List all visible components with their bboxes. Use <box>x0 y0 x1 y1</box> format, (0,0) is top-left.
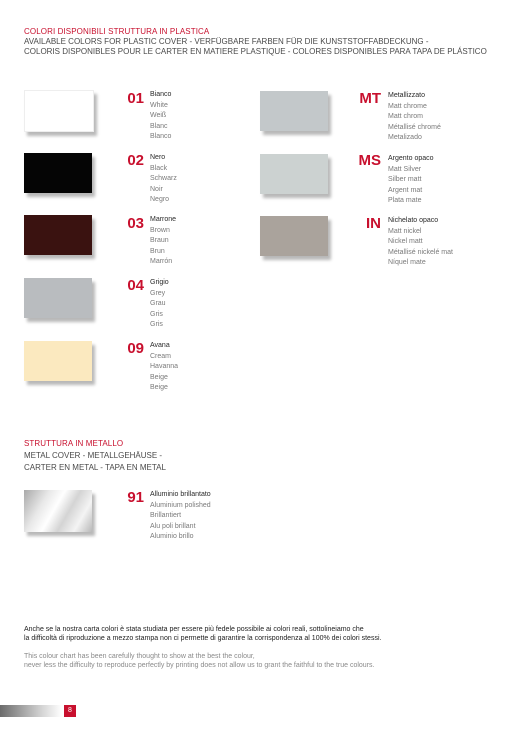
color-name-en: Cream <box>150 352 172 360</box>
color-name-it: Nero <box>150 154 166 161</box>
color-swatch-ms <box>260 154 328 194</box>
color-names <box>150 490 211 543</box>
color-code: MT <box>359 90 381 107</box>
color-names <box>150 278 169 331</box>
color-name-es: Plata mate <box>388 197 422 204</box>
color-code: 03 <box>127 215 144 232</box>
color-code: 04 <box>127 277 144 294</box>
color-code: 01 <box>127 90 144 107</box>
color-name-de: Schwarz <box>150 175 177 182</box>
color-name-de: Grau <box>150 300 166 307</box>
color-names <box>150 153 177 206</box>
page-number: 8 <box>64 705 76 717</box>
section-subtitle-line1: AVAILABLE COLORS FOR PLASTIC COVER - VERFÜGBARE FARBEN FÜR DIE KUNSTSTOFFABDECKUNG - <box>24 37 429 46</box>
color-swatch-03 <box>24 215 92 255</box>
color-name-fr: Gris <box>150 310 163 318</box>
color-name-de: Braun <box>150 237 169 244</box>
color-name-fr: Métallisé chromé <box>388 123 441 131</box>
color-name-fr: Alu poli brillant <box>150 522 196 530</box>
color-name-it: Grigio <box>150 279 169 286</box>
color-name-en: Matt chrome <box>388 102 427 110</box>
color-name-es: Beige <box>150 384 168 391</box>
color-name-es: Negro <box>150 196 170 203</box>
color-name-it: Alluminio brillantato <box>150 491 211 498</box>
color-name-en: Brown <box>150 226 170 234</box>
color-name-en: White <box>150 101 168 109</box>
color-name-de: Brillantiert <box>150 512 182 519</box>
color-name-es: Metalizado <box>388 134 422 141</box>
note-en-line2: never less the difficulty to reproduce perfectly by printing does not allow us to grant the faithful to the true colours. <box>24 662 375 669</box>
color-names <box>388 91 441 144</box>
color-swatch-in <box>260 216 328 256</box>
color-name-de: Silber matt <box>388 176 422 183</box>
color-swatch-01 <box>24 90 94 132</box>
color-swatch-04 <box>24 278 92 318</box>
color-code: 91 <box>127 489 144 506</box>
color-code: IN <box>366 215 381 232</box>
color-name-es: Aluminio brillo <box>150 533 194 540</box>
section-title-plastic: COLORI DISPONIBILI STRUTTURA IN PLASTICA <box>24 27 210 36</box>
note-en-line1: This colour chart has been carefully thought to show at the best the colour, <box>24 653 255 660</box>
color-name-de: Nickel matt <box>388 238 423 245</box>
color-name-de: Weiß <box>150 112 167 119</box>
color-name-it: Metallizzato <box>388 92 425 99</box>
color-name-it: Bianco <box>150 91 172 98</box>
color-code: MS <box>358 152 381 169</box>
color-name-it: Avana <box>150 342 170 349</box>
color-name-fr: Noir <box>150 185 163 193</box>
color-name-de: Havanna <box>150 363 179 370</box>
color-swatch-09 <box>24 341 92 381</box>
metal-subtitle-line2: CARTER EN METAL - TAPA EN METAL <box>24 463 166 472</box>
color-name-es: Blanco <box>150 133 172 140</box>
color-name-en: Grey <box>150 289 166 297</box>
color-name-es: Marrón <box>150 258 173 265</box>
color-name-fr: Beige <box>150 373 168 381</box>
color-name-fr: Brun <box>150 247 165 255</box>
color-name-it: Marrone <box>150 216 177 223</box>
color-name-es: Gris <box>150 321 163 328</box>
color-names <box>388 216 453 269</box>
section-title-metal: STRUTTURA IN METALLO <box>24 439 124 448</box>
color-code: 09 <box>127 340 144 357</box>
note-it-line1: Anche se la nostra carta colori è stata studiata per essere più fedele possibile ai colori reali, sottolineiamo che <box>24 626 364 633</box>
color-swatch-mt <box>260 91 328 131</box>
color-swatch-91 <box>24 490 92 532</box>
color-swatch-02 <box>24 153 92 193</box>
color-name-it: Nichelato opaco <box>388 217 439 224</box>
metal-subtitle-line1: METAL COVER - METALLGEHÄUSE - <box>24 451 163 460</box>
color-names <box>150 90 171 143</box>
color-name-en: Matt nickel <box>388 227 422 235</box>
color-name-fr: Métallisé nickelé mat <box>388 248 453 256</box>
color-name-en: Aluminium polished <box>150 501 211 509</box>
color-name-fr: Argent mat <box>388 186 423 194</box>
color-names <box>150 341 178 394</box>
color-name-en: Matt Silver <box>388 165 422 173</box>
section-subtitle-line2: COLORIS DISPONIBLES POUR LE CARTER EN MATIERE PLASTIQUE - COLORES DISPONIBLES PARA TAPA DE PLÁSTICO <box>24 47 487 56</box>
color-name-fr: Blanc <box>150 122 168 130</box>
color-names <box>388 154 434 207</box>
color-name-es: Níquel mate <box>388 259 426 266</box>
color-code: 02 <box>127 152 144 169</box>
color-name-it: Argento opaco <box>388 155 434 162</box>
note-it-line2: la difficoltà di riproduzione a mezzo stampa non ci permette di garantire la corrispondenza al 100% dei colori stessi. <box>24 635 382 642</box>
footer-gradient-bar <box>0 705 62 717</box>
color-names <box>150 215 176 268</box>
color-name-en: Black <box>150 164 168 172</box>
color-name-de: Matt chrom <box>388 113 424 120</box>
